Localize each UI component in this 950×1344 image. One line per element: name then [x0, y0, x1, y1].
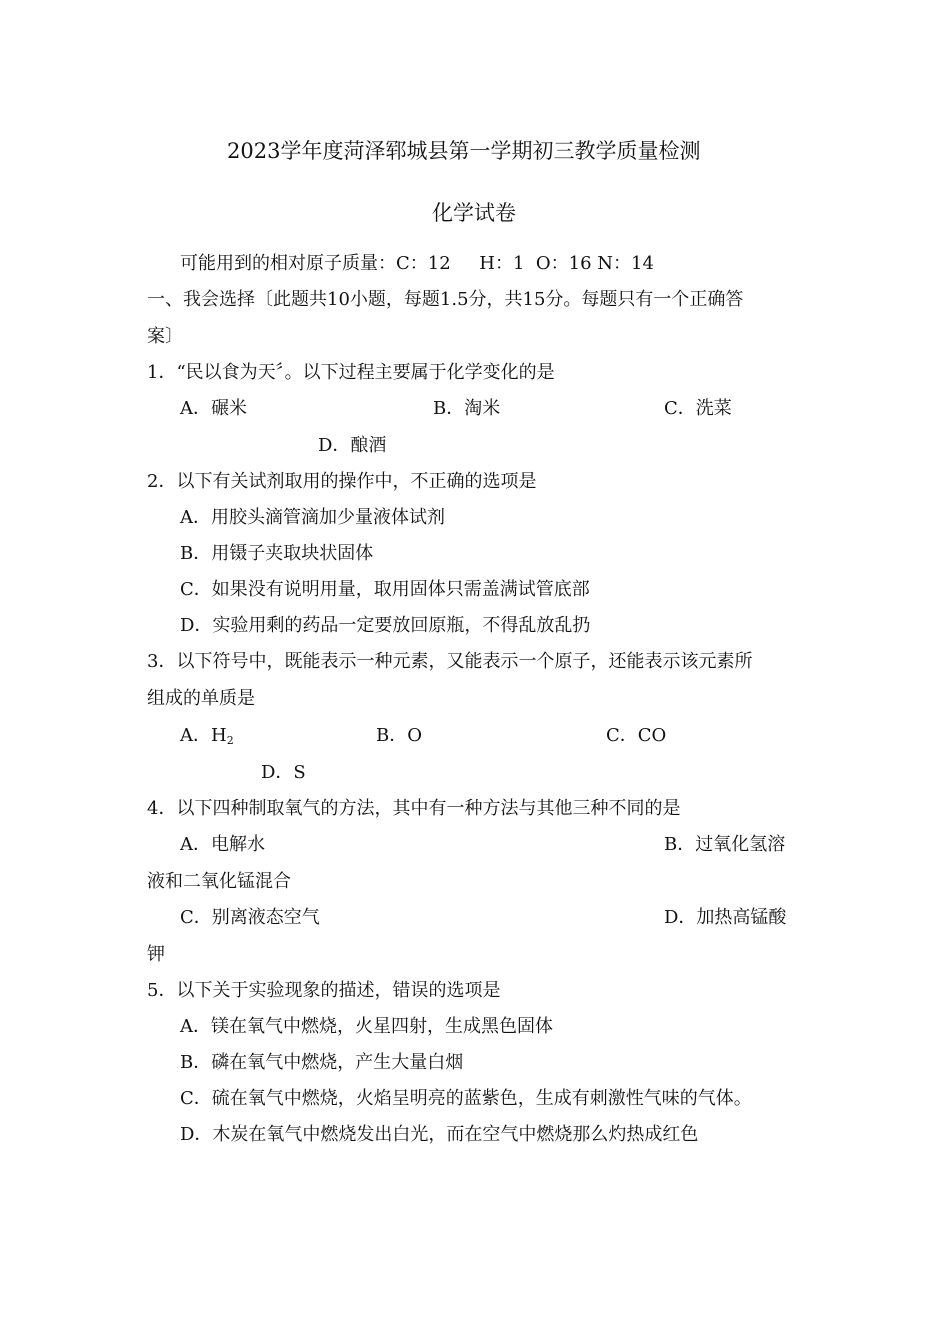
question-5-option-d: D．木炭在氧气中燃烧发出白光，而在空气中燃烧那么灼热成红色 [180, 1124, 699, 1145]
question-3-option-d: D．S [261, 762, 306, 783]
exam-subtitle: 化学试卷 [432, 201, 516, 225]
question-5-stem: 5．以下关于实验现象的描述，错误的选项是 [147, 980, 501, 1001]
question-4-option-d-cont: 钾 [147, 944, 165, 965]
question-3-option-b: B．O [376, 725, 422, 746]
question-4-option-c: C．别离液态空气 [180, 907, 320, 928]
section-heading: 一、我会选择〔此题共10小题，每题1.5分，共15分。每题只有一个正确答 [147, 289, 744, 310]
question-4-option-d: D．加热高锰酸 [664, 907, 787, 928]
question-5-option-b: B．磷在氧气中燃烧，产生大量白烟 [180, 1052, 464, 1073]
question-1-option-a: A．碾米 [180, 398, 247, 419]
question-4-option-a: A．电解水 [180, 834, 265, 855]
atomic-masses: 可能用到的相对原子质量：C：12 H：1 O：16 N：14 [180, 253, 654, 274]
question-5-option-c: C．硫在氧气中燃烧，火焰呈明亮的蓝紫色，生成有刺激性气味的气体。 [180, 1088, 752, 1109]
question-2-option-d: D．实验用剩的药品一定要放回原瓶，不得乱放乱扔 [180, 615, 591, 636]
question-4-option-b: B．过氧化氢溶 [664, 834, 786, 855]
question-3-option-a [180, 724, 234, 753]
section-heading-cont: 案〕 [147, 326, 183, 347]
question-2-stem: 2．以下有关试剂取用的操作中，不正确的选项是 [147, 471, 537, 492]
question-4-stem: 4．以下四种制取氧气的方法，其中有一种方法与其他三种不同的是 [147, 798, 681, 819]
question-2-option-a: A．用胶头滴管滴加少量液体试剂 [180, 507, 445, 528]
question-1-option-b: B．淘米 [433, 398, 501, 419]
exam-title: 2023学年度菏泽郓城县第一学期初三教学质量检测 [227, 139, 701, 163]
question-3-stem: 3．以下符号中，既能表示一种元素，又能表示一个原子，还能表示该元素所 [147, 651, 753, 672]
question-2-option-c: C．如果没有说明用量，取用固体只需盖满试管底部 [180, 579, 590, 600]
question-2-option-b: B．用镊子夹取块状固体 [180, 543, 374, 564]
question-4-option-b-cont: 液和二氧化锰混合 [147, 871, 291, 892]
question-1-option-c: C．洗菜 [664, 398, 732, 419]
question-5-option-a: A．镁在氧气中燃烧，火星四射，生成黑色固体 [180, 1016, 553, 1037]
question-1-option-d: D．酿酒 [318, 435, 387, 456]
question-3-stem-cont: 组成的单质是 [147, 688, 255, 709]
question-3-option-a-label: A．H [180, 725, 227, 746]
subscript-2: 2 [226, 734, 234, 747]
question-1-stem: 1．“民以食为天〞。以下过程主要属于化学变化的是 [147, 362, 555, 383]
question-3-option-c: C．CO [606, 725, 667, 746]
